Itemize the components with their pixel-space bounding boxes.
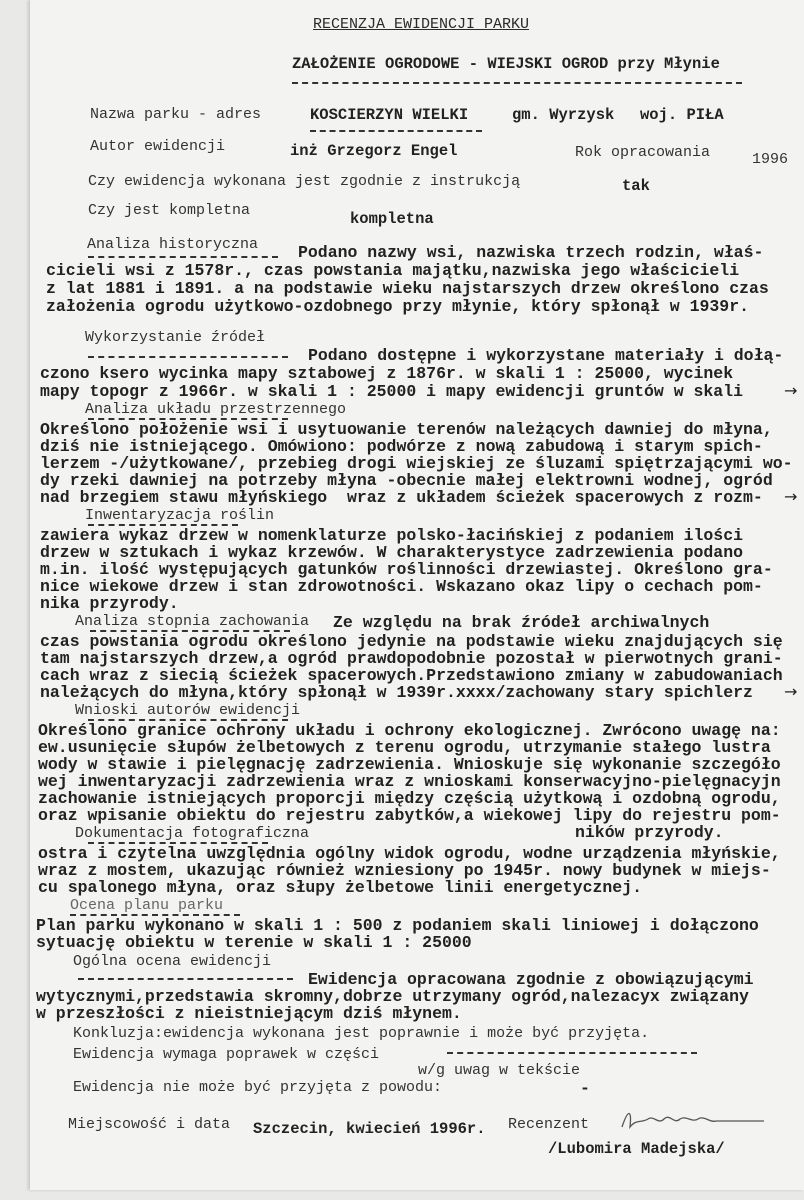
divider <box>292 82 742 84</box>
continuation-arrow-icon: → <box>784 381 798 400</box>
text-line: wytycznymi,przedstawia skromny,dobrze utrzymany ogród,nalezacyx związany <box>36 987 749 1006</box>
section-label-sources: Wykorzystanie źródeł <box>85 329 266 346</box>
text-line: zawiera wykaz drzew w nomenklaturze polsko-łacińskiej z podaniem ilości <box>40 526 744 545</box>
text-line: Plan parku wykonano w skali 1 : 500 z podaniem skali liniowej i dołączono <box>36 916 759 935</box>
text-line: drzew w sztukach i wykaz krzewów. W charakterystyce zadrzewienia podano <box>40 543 744 562</box>
text-line: cu spalonego młyna, oraz słupy żelbetowe linii energetycznej. <box>38 878 642 897</box>
text-line: wody w stawie i pielęgnację zadrzewienia. Wnioskuje się wykonanie szczegóło <box>38 755 781 774</box>
text-line: nad brzegiem stawu młyńskiego wraz z układem ścieżek spacerowych z rozm- <box>40 488 763 507</box>
section-label-overall: Ogólna ocena ewidencji <box>73 953 272 970</box>
divider <box>88 256 278 258</box>
section-label-spatial: Analiza układu przestrzennego <box>85 401 347 418</box>
section-label-preservation: Analiza stopnia zachowania <box>75 613 310 630</box>
instruction-value: tak <box>622 177 650 195</box>
text-line: dziś nie istniejącego. Omówiono: podwórze z nową zabudową i starym spich- <box>40 437 763 456</box>
text-line: Określono położenie wsi i usytuowanie terenów należących dawniej do młyna, <box>40 420 773 439</box>
text-line: sytuację obiektu w terenie w skali 1 : 25000 <box>36 933 472 952</box>
park-name-label: Nazwa parku - adres <box>90 106 262 123</box>
signature <box>618 1105 768 1137</box>
complete-value: kompletna <box>350 210 434 228</box>
year-label: Rok opracowania <box>575 144 711 161</box>
section-label-historical: Analiza historyczna <box>87 236 259 253</box>
divider <box>88 356 288 358</box>
corrections-value: w/g uwag w tekście <box>418 1062 581 1079</box>
text-line: m.in. ilość występujących gatunków roślinności drzewiastej. Określono gra- <box>40 560 773 579</box>
text-line: dy rzeki dawniej na potrzeby młyna -obecnie małej elektrowni wodnej, ogród <box>40 471 773 490</box>
place-date-value: Szczecin, kwiecień 1996r. <box>253 1120 486 1138</box>
continuation-arrow-icon: → <box>784 487 798 506</box>
text-line: oraz wpisanie obiektu do rejestru zabytków,a wiekowej lipy do rejestru pom- <box>38 806 781 825</box>
author-value: inż Grzegorz Engel <box>290 142 458 160</box>
text-line: cach wraz z siecią ścieżek spacerowych.Przedstawiono zmiany w zabudowaniach <box>40 666 783 685</box>
text-line: Ze względu na brak źródeł archiwalnych <box>333 613 710 632</box>
text-line: Ewidencja opracowana zgodnie z obowiązującymi <box>308 970 754 989</box>
voivodeship-value: woj. PIŁA <box>640 106 724 124</box>
gmina-value: gm. Wyrzysk <box>512 106 615 124</box>
section-label-conclusions: Wnioski autorów ewidencji <box>75 702 301 719</box>
instruction-label: Czy ewidencja wykonana jest zgodnie z instrukcją <box>88 173 521 190</box>
text-line: ostra i czytelna uwzględnia ogólny widok ogrodu, wodne urządzenia młyńskie, <box>38 844 781 863</box>
divider <box>447 1052 697 1054</box>
complete-label: Czy jest kompletna <box>88 202 251 219</box>
document-title: RECENZJA EWIDENCJI PARKU <box>313 16 530 33</box>
text-line: lerzem -/użytkowane/, przebieg drogi wiejskiej ze śluzami spiętrzającymi wo- <box>40 454 793 473</box>
conclusion-text: Konkluzja:ewidencja wykonana jest poprawnie i może być przyjęta. <box>73 1025 650 1042</box>
divider <box>78 978 293 980</box>
text-line: czas powstania ogrodu określono jedynie na podstawie wieku znajdujących się <box>40 632 783 651</box>
text-line: ew.usunięcie słupów żelbetowych z terenu ogrodu, utrzymanie stałego lustra <box>38 738 771 757</box>
text-line: wej inwentaryzacji zadrzewienia wraz z wnioskami konserwacyjno-pielęgnacyjn <box>38 772 781 791</box>
text-line: Określono granice ochrony układu i ochrony ekologicznej. Zwrócono uwagę na: <box>38 721 781 740</box>
divider <box>310 130 482 132</box>
text-line: ników przyrody. <box>575 823 724 842</box>
text-line: nika przyrody. <box>40 594 179 613</box>
section-label-plan: Ocena planu parku <box>70 897 224 914</box>
year-value: 1996 <box>752 151 789 168</box>
text-line: cicieli wsi z 1578r., czas powstania majątku,nazwiska jego właścicieli <box>46 261 740 280</box>
text-line: wraz z mostem, ukazując również wzniesiony po 1945r. nowy budynek w miejs- <box>38 861 771 880</box>
reviewer-name: /Lubomira Madejska/ <box>548 1140 725 1158</box>
text-line: z lat 1881 i 1891. a na podstawie wieku najstarszych drzew określono czas <box>46 279 769 298</box>
text-line: należących do młyna,który spłonął w 1939r.xxxx/zachowany stary spichlerz <box>40 683 753 702</box>
text-line: Podano nazwy wsi, nazwiska trzech rodzin, właś- <box>298 243 764 262</box>
continuation-arrow-icon: → <box>784 682 798 701</box>
rejected-value: - <box>580 1079 590 1098</box>
park-name-value: KOSCIERZYN WIELKI <box>310 106 469 124</box>
document-subtitle: ZAŁOŻENIE OGRODOWE - WIEJSKI OGROD przy Młynie <box>292 55 720 73</box>
corrections-label: Ewidencja wymaga poprawek w części <box>73 1046 380 1063</box>
section-label-plants: Inwentaryzacja roślin <box>85 507 275 524</box>
reviewer-label: Recenzent <box>508 1116 590 1133</box>
rejected-label: Ewidencja nie może być przyjęta z powodu: <box>73 1079 443 1096</box>
text-line: założenia ogrodu użytkowo-ozdobnego przy młynie, który spłonął w 1939r. <box>46 297 750 316</box>
author-label: Autor ewidencji <box>90 138 226 155</box>
section-label-photo: Dokumentacja fotograficzna <box>75 825 310 842</box>
text-line: tam najstarszych drzew,a ogród prawdopodobnie pozostał w pierwotnych grani- <box>40 649 783 668</box>
text-line: w przeszłości z nieistniejącym dziś młynem. <box>36 1004 462 1023</box>
text-line: mapy topogr z 1966r. w skali 1 : 25000 i mapy ewidencji gruntów w skali <box>40 382 744 401</box>
place-date-label: Miejscowość i data <box>68 1116 231 1133</box>
text-line: nice wiekowe drzew i stan zdrowotności. Wskazano okaz lipy o cechach pom- <box>40 577 763 596</box>
text-line: zachowanie istniejących proporcji między częścią użytkową i ozdobną ogrodu, <box>38 789 781 808</box>
text-line: Podano dostępne i wykorzystane materiały i dołą- <box>308 346 784 365</box>
text-line: czono ksero wycinka mapy sztabowej z 1876r. w skali 1 : 25000, wycinek <box>40 364 734 383</box>
